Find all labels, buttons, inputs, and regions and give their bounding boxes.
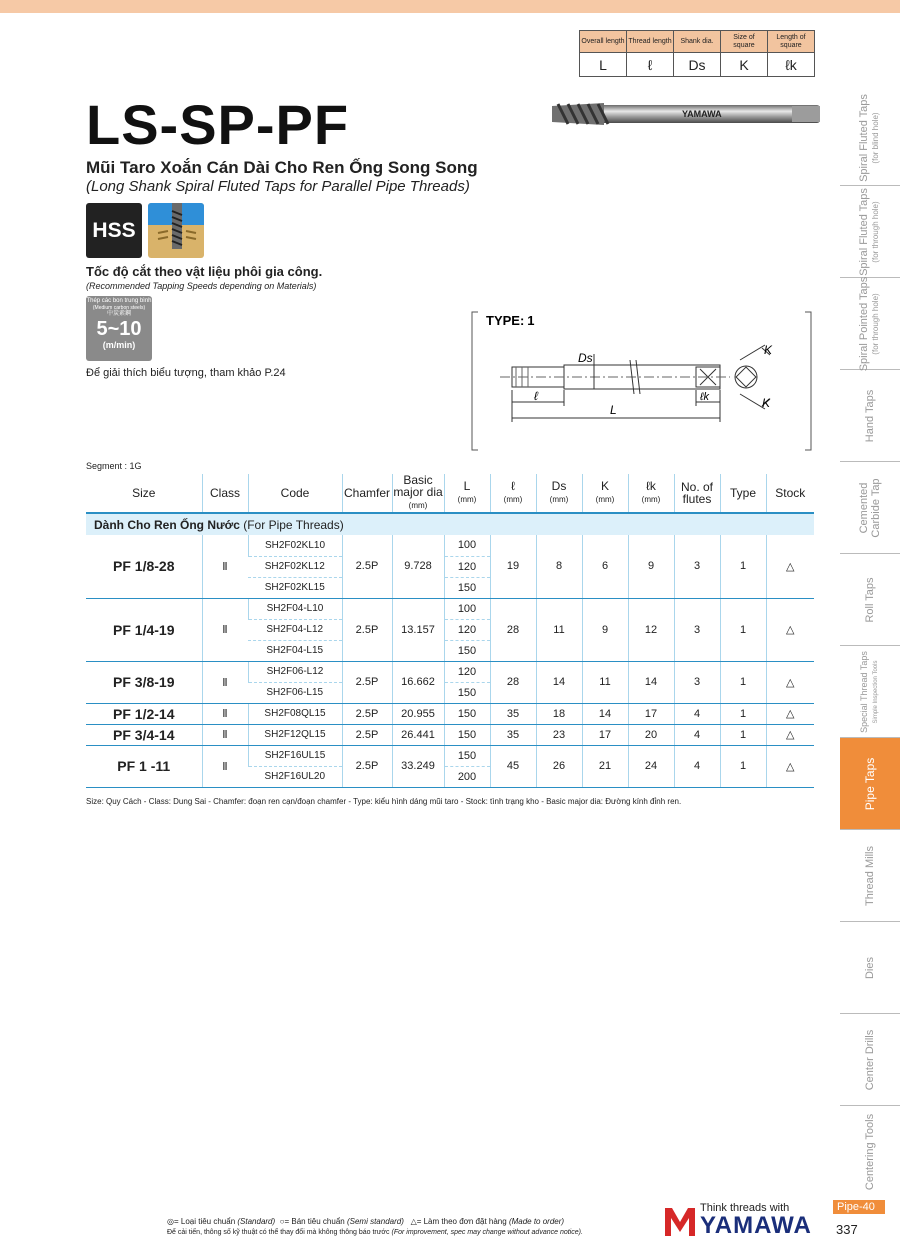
diagram-type-label: TYPE: <box>486 313 525 328</box>
symbol-value: Ds <box>674 53 721 77</box>
lk-cell: 17 <box>628 703 674 724</box>
svg-text:TYPE:1 <box>486 313 535 328</box>
tab-label: Centering Tools <box>864 1113 876 1191</box>
pipe-tap-icon <box>148 203 204 258</box>
legend-line-2: Để cải tiến, thông số kỹ thuật có thể thay đổi mà không thông báo trước (For improvement, spec may change without advance notice). <box>167 1229 583 1236</box>
symbol-header: Size of square <box>721 31 768 53</box>
lk-cell: 24 <box>628 745 674 787</box>
stock-cell: △ <box>766 703 814 724</box>
size-cell: PF 3/4-14 <box>86 724 202 745</box>
symbol-header: Thread length <box>627 31 674 53</box>
lk-cell: 12 <box>628 598 674 661</box>
tab-center-drills[interactable] <box>840 1014 900 1106</box>
type-cell: 1 <box>720 661 766 703</box>
ds-cell: 23 <box>536 724 582 745</box>
col-l-unit: (mm) <box>503 495 523 504</box>
L-cell: 150 <box>444 682 490 703</box>
symbol-header: Shank dia. <box>674 31 721 53</box>
basic-cell: 26.441 <box>392 724 444 745</box>
ds-cell: 14 <box>536 661 582 703</box>
l-cell: 19 <box>490 535 536 598</box>
l-cell: 28 <box>490 661 536 703</box>
col-class: Class <box>202 474 248 513</box>
tab-thread-mills[interactable] <box>840 830 900 922</box>
stock-cell: △ <box>766 724 814 745</box>
class-cell: Ⅱ <box>202 745 248 787</box>
speed-value: 5~10 <box>96 318 142 340</box>
tap-tool-image <box>552 101 822 127</box>
stock-cell: △ <box>766 745 814 787</box>
ds-cell: 18 <box>536 703 582 724</box>
L-cell: 150 <box>444 640 490 661</box>
class-cell: Ⅱ <box>202 703 248 724</box>
flutes-cell: 4 <box>674 724 720 745</box>
group-label-en: (For Pipe Threads) <box>243 517 344 532</box>
col-stock: Stock <box>766 474 814 513</box>
lk-cell: 14 <box>628 661 674 703</box>
tab-spiral-fluted-through[interactable] <box>840 186 900 278</box>
tab-label: Spiral Fluted Taps (for blind hole) <box>858 93 880 182</box>
L-cell: 150 <box>444 703 490 724</box>
col-L-unit: (mm) <box>457 495 477 504</box>
basic-cell: 16.662 <box>392 661 444 703</box>
code-cell: SH2F08QL15 <box>248 703 342 724</box>
col-basic <box>392 474 444 513</box>
tab-special-thread[interactable] <box>840 646 900 738</box>
col-lk-unit: (mm) <box>641 495 661 504</box>
k-cell: 9 <box>582 598 628 661</box>
L-cell: 100 <box>444 535 490 556</box>
diagram-L: L <box>610 403 617 417</box>
l-cell: 35 <box>490 703 536 724</box>
group-row <box>86 513 814 535</box>
tab-label: Thread Mills <box>864 845 876 906</box>
L-cell: 120 <box>444 619 490 640</box>
tab-label: Spiral Fluted Taps (for through hole) <box>858 187 880 276</box>
product-subtitle-en: (Long Shank Spiral Fluted Taps for Parallel Pipe Threads) <box>86 178 470 195</box>
spec-table <box>86 474 814 788</box>
L-cell: 100 <box>444 598 490 619</box>
type-diagram <box>470 310 815 455</box>
brand-name: YAMAWA <box>700 1212 812 1239</box>
col-k-unit: (mm) <box>595 495 615 504</box>
speed-label-vn: Tốc độ cắt theo vật liệu phôi gia công. <box>86 264 323 279</box>
symbol-value: ℓ <box>627 53 674 77</box>
flutes-cell: 4 <box>674 703 720 724</box>
tab-spiral-pointed-through[interactable] <box>840 278 900 370</box>
speed-material-en: (Medium carbon steels) <box>92 305 146 311</box>
class-cell: Ⅱ <box>202 535 248 598</box>
k-cell: 6 <box>582 535 628 598</box>
flutes-cell: 3 <box>674 535 720 598</box>
diagram-type-value: 1 <box>527 313 535 328</box>
tab-dies[interactable] <box>840 922 900 1014</box>
tab-label: Center Drills <box>864 1029 876 1090</box>
speed-badge <box>86 296 152 361</box>
brand-tagline: Think threads with <box>700 1202 790 1214</box>
code-cell: SH2F12QL15 <box>248 724 342 745</box>
col-code: Code <box>248 474 342 513</box>
type-cell: 1 <box>720 598 766 661</box>
col-l <box>490 474 536 513</box>
col-L <box>444 474 490 513</box>
type-cell: 1 <box>720 745 766 787</box>
col-ds <box>536 474 582 513</box>
stock-cell: △ <box>766 661 814 703</box>
tab-label: Special Thread Taps Simple Inspection Tools <box>859 650 879 733</box>
col-type: Type <box>720 474 766 513</box>
type-cell: 1 <box>720 724 766 745</box>
table-footnote: Size: Quy Cách - Class: Dung Sai - Chamfer: đoạn ren cạn/đoạn chamfer - Type: kiểu hình dáng mũi taro - Stock: tình trạng kho - Basic major dia: Đường kính đỉnh ren. <box>86 797 682 806</box>
basic-cell: 9.728 <box>392 535 444 598</box>
basic-cell: 33.249 <box>392 745 444 787</box>
L-cell: 150 <box>444 577 490 598</box>
yamawa-mark-icon <box>663 1204 697 1238</box>
basic-cell: 20.955 <box>392 703 444 724</box>
icon-reference-note: Để giải thích biểu tượng, tham khảo P.24 <box>86 367 286 379</box>
code-cell: SH2F02KL12 <box>248 556 342 577</box>
col-L-label: L <box>463 479 471 493</box>
code-cell: SH2F06-L12 <box>248 661 342 682</box>
product-title: LS-SP-PF <box>86 93 350 156</box>
stock-cell: △ <box>766 535 814 598</box>
ds-cell: 11 <box>536 598 582 661</box>
tab-cemented-carbide[interactable] <box>840 462 900 554</box>
chamfer-cell: 2.5P <box>342 535 392 598</box>
size-cell: PF 1/2-14 <box>86 703 202 724</box>
class-cell: Ⅱ <box>202 598 248 661</box>
size-cell: PF 3/8-19 <box>86 661 202 703</box>
chamfer-cell: 2.5P <box>342 598 392 661</box>
tab-pipe-taps[interactable] <box>840 738 900 830</box>
l-cell: 28 <box>490 598 536 661</box>
code-cell: SH2F16UL20 <box>248 766 342 787</box>
size-cell: PF 1 -11 <box>86 745 202 787</box>
l-cell: 45 <box>490 745 536 787</box>
tool-logo-text: YAMAWA <box>682 109 722 119</box>
product-subtitle-vn: Mũi Taro Xoắn Cán Dài Cho Ren Ống Song Song <box>86 158 478 177</box>
legend-line-1: ◎= Loại tiêu chuẩn (Standard) ○= Bán tiêu chuẩn (Semi standard) △= Làm theo đơn đặt hàng (Made to order) <box>167 1217 565 1226</box>
k-cell: 17 <box>582 724 628 745</box>
page-label-badge: Pipe-40 <box>833 1200 885 1214</box>
diagram-l-small: ℓ <box>534 389 538 403</box>
code-cell: SH2F06-L15 <box>248 682 342 703</box>
symbol-legend-table <box>579 30 815 77</box>
speed-unit: (m/min) <box>102 340 136 350</box>
col-ds-unit: (mm) <box>549 495 569 504</box>
col-ds-label: Ds <box>551 479 567 493</box>
col-l-label: ℓ <box>511 479 515 493</box>
type-cell: 1 <box>720 703 766 724</box>
page-number: 337 <box>836 1222 858 1237</box>
tab-label: Pipe Taps <box>863 757 877 810</box>
diagram-ds: Ds <box>578 351 593 365</box>
segment-label: Segment : 1G <box>86 461 142 471</box>
k-cell: 21 <box>582 745 628 787</box>
speed-label-en: (Recommended Tapping Speeds depending on Materials) <box>86 281 317 291</box>
col-basic-unit: (mm) <box>408 501 428 510</box>
diagram-k-bottom: K <box>762 396 771 410</box>
diagram-k-top: K <box>764 343 773 357</box>
col-k-label: K <box>600 479 609 493</box>
chamfer-cell: 2.5P <box>342 724 392 745</box>
symbol-value: L <box>580 53 627 77</box>
flutes-cell: 3 <box>674 661 720 703</box>
category-sidebar <box>840 90 900 1198</box>
size-cell: PF 1/8-28 <box>86 535 202 598</box>
code-cell: SH2F04-L12 <box>248 619 342 640</box>
l-cell: 35 <box>490 724 536 745</box>
ds-cell: 8 <box>536 535 582 598</box>
tab-label: Cemented Carbide Tap <box>858 477 882 538</box>
code-cell: SH2F04-L10 <box>248 598 342 619</box>
tab-label: Roll Taps <box>864 576 876 623</box>
symbol-value: ℓk <box>768 53 815 77</box>
size-cell: PF 1/4-19 <box>86 598 202 661</box>
basic-cell: 13.157 <box>392 598 444 661</box>
chamfer-cell: 2.5P <box>342 661 392 703</box>
code-cell: SH2F16UL15 <box>248 745 342 766</box>
chamfer-cell: 2.5P <box>342 745 392 787</box>
tab-label: Hand Taps <box>864 389 876 442</box>
group-label-vn: Dành Cho Ren Ống Nước <box>94 517 240 532</box>
k-cell: 11 <box>582 661 628 703</box>
col-size: Size <box>132 486 156 500</box>
lk-cell: 20 <box>628 724 674 745</box>
col-chamfer: Chamfer <box>342 474 392 513</box>
col-k <box>582 474 628 513</box>
flutes-cell: 4 <box>674 745 720 787</box>
tab-spiral-fluted-blind[interactable] <box>840 90 900 186</box>
tab-hand-taps[interactable] <box>840 370 900 462</box>
col-flutes: No. of flutes <box>674 474 720 513</box>
tab-roll-taps[interactable] <box>840 554 900 646</box>
top-bar <box>0 0 900 13</box>
speed-material-vn: Thép các bon trung bình <box>86 298 152 304</box>
symbol-value: K <box>721 53 768 77</box>
L-cell: 150 <box>444 745 490 766</box>
stock-cell: △ <box>766 598 814 661</box>
speed-material-jp: 中炭素鋼 <box>106 311 131 317</box>
L-cell: 150 <box>444 724 490 745</box>
lk-cell: 9 <box>628 535 674 598</box>
flutes-cell: 3 <box>674 598 720 661</box>
k-cell: 14 <box>582 703 628 724</box>
tab-centering-tools[interactable] <box>840 1106 900 1198</box>
tab-label: Dies <box>864 956 876 979</box>
L-cell: 120 <box>444 661 490 682</box>
col-lk-label: ℓk <box>646 479 656 493</box>
class-cell: Ⅱ <box>202 724 248 745</box>
L-cell: 200 <box>444 766 490 787</box>
hss-badge: HSS <box>86 203 142 258</box>
tab-label: Spiral Pointed Taps (for through hole) <box>858 276 880 371</box>
L-cell: 120 <box>444 556 490 577</box>
col-lk <box>628 474 674 513</box>
code-cell: SH2F02KL10 <box>248 535 342 556</box>
symbol-header: Length of square <box>768 31 815 53</box>
class-cell: Ⅱ <box>202 661 248 703</box>
ds-cell: 26 <box>536 745 582 787</box>
code-cell: SH2F04-L15 <box>248 640 342 661</box>
col-basic-label: Basic major dia <box>393 473 443 499</box>
code-cell: SH2F02KL15 <box>248 577 342 598</box>
symbol-header: Overall length <box>580 31 627 53</box>
diagram-lk: ℓk <box>700 391 710 403</box>
type-cell: 1 <box>720 535 766 598</box>
chamfer-cell: 2.5P <box>342 703 392 724</box>
